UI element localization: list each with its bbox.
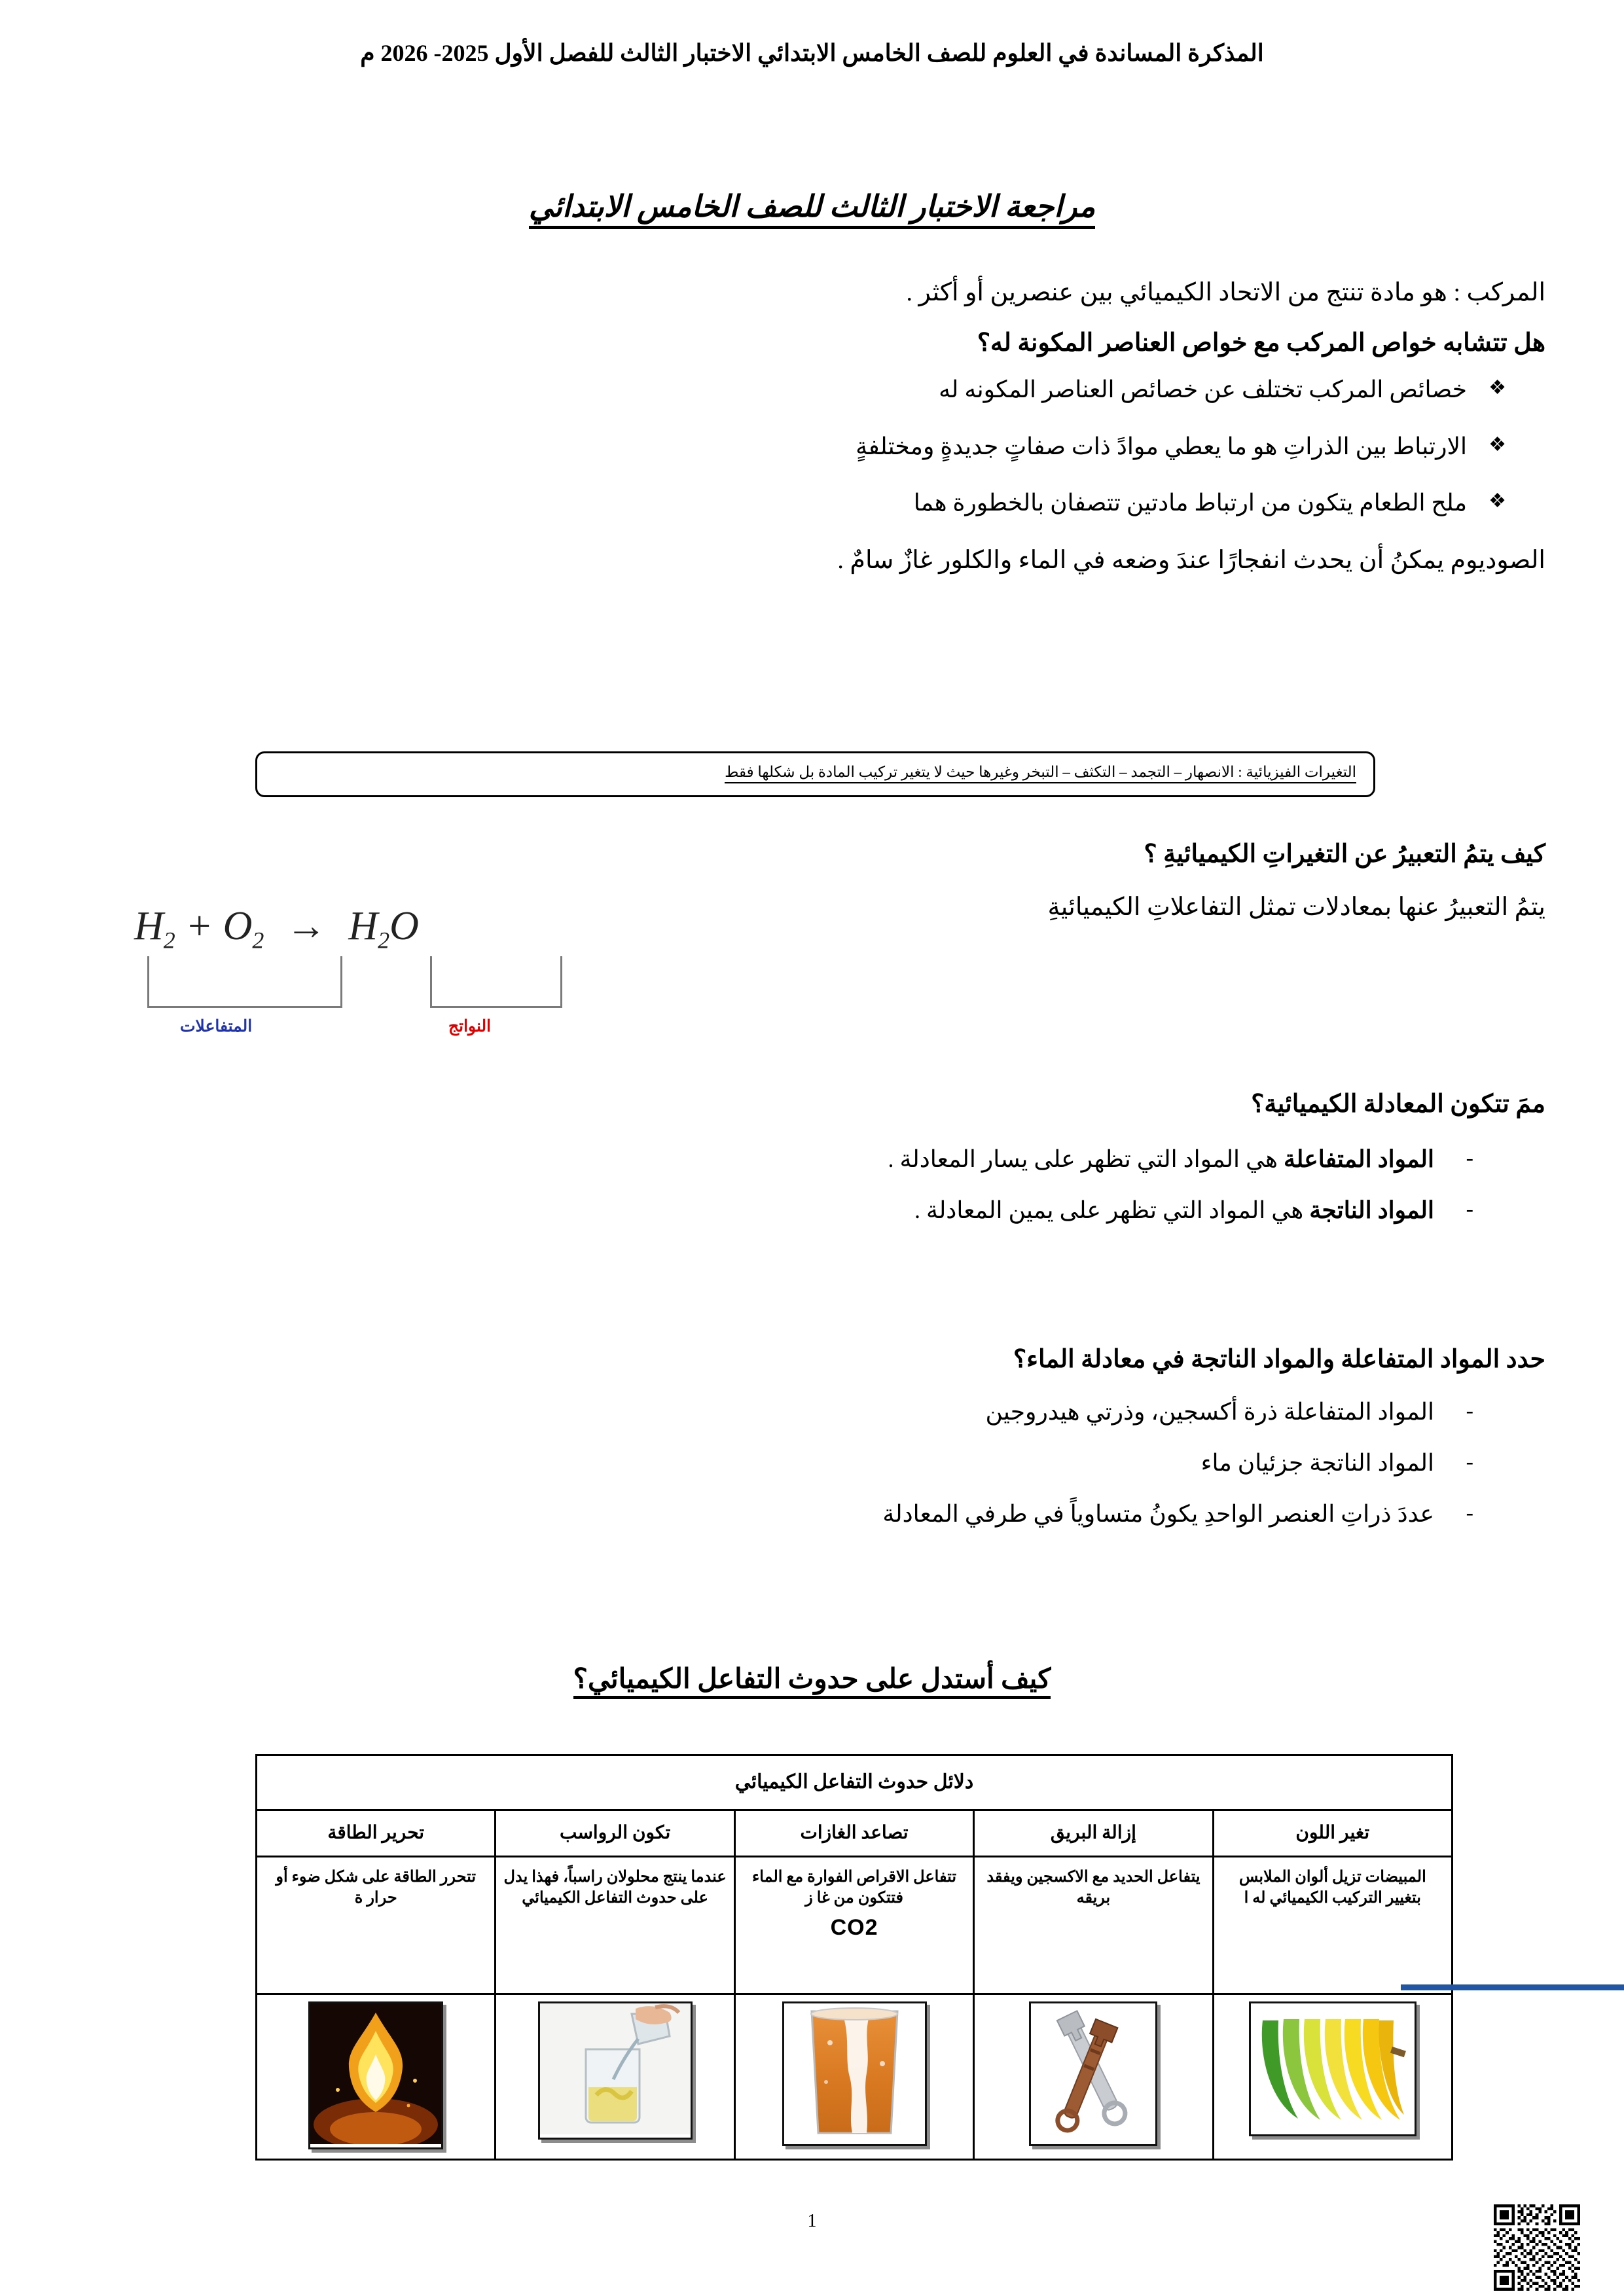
compound-definition: المركب : هو مادة تنتج من الاتحاد الكيميائي بين عنصرين أو أكثر . xyxy=(906,279,1545,306)
table-caption-row xyxy=(257,1755,1453,1810)
list-item-label: الارتباط بين الذراتِ هو ما يعطي موادً ذات صفاتٍ جديدةٍ ومختلفةٍ xyxy=(856,433,1467,459)
table-cell-gas-release-text xyxy=(734,1857,973,1994)
page-number: 1 xyxy=(807,2211,817,2231)
diamond-bullet-icon: ❖ xyxy=(1489,377,1506,399)
equation-plus-sign: + xyxy=(185,904,213,948)
expression-answer: يتمُ التعبيرُ عنها بمعادلات تمثل التفاعلاتِ الكيميائيةِ xyxy=(1047,893,1545,922)
physical-changes-note-text: التغيرات الفيزيائية : الانصهار – التجمد – التكثف – التبخر وغيرها حيث لا يتغير تركيب المادة بل شكلها فقط xyxy=(725,762,1356,783)
table-cell-precipitate-image xyxy=(496,1994,734,2160)
table-description-row xyxy=(257,1857,1453,1994)
wrenches-rust-photo xyxy=(1029,2001,1157,2146)
list-item-label: خصائص المركب تختلف عن خصائص العناصر المكونه له xyxy=(939,376,1467,403)
blue-divider-rule xyxy=(1401,1984,1624,1990)
table-cell-energy-release-text: تتحرر الطاقة على شكل ضوء أو حرار ة xyxy=(257,1857,496,1994)
equation-brackets xyxy=(108,956,605,1016)
qr-code-icon xyxy=(1494,2204,1580,2291)
column-header-color-change: تغير اللون xyxy=(1213,1810,1452,1857)
answer-list-q3 xyxy=(79,1142,1545,1227)
page-title-text: مراجعة الاختبار الثالث للصف الخامس الابتدائي xyxy=(529,190,1095,229)
list-item-emphasis: المواد الناتجة xyxy=(1309,1197,1434,1224)
chemical-equation-figure xyxy=(108,903,605,1093)
products-label: النواتج xyxy=(448,1018,492,1036)
list-item xyxy=(79,486,1545,519)
table-cell-color-change-text: المبيضات تزيل ألوان الملابس بتغيير التركيب الكيميائي له ا xyxy=(1213,1857,1452,1994)
equation-reactant-2-subscript: 2 xyxy=(252,927,264,954)
list-item-label: المواد المتفاعلة ذرة أكسجين، وذرتي هيدروجين xyxy=(985,1399,1434,1426)
equation-product-subscript: 2 xyxy=(378,927,390,954)
dash-bullet-icon: - xyxy=(1466,1146,1473,1171)
table-cell-energy-release-image xyxy=(257,1994,496,2160)
column-header-gas-release: تصاعد الغازات xyxy=(734,1810,973,1857)
list-item xyxy=(79,430,1545,463)
dash-bullet-icon: - xyxy=(1466,1450,1473,1475)
physical-changes-note-box xyxy=(255,751,1375,797)
equation-arrow-icon: → xyxy=(285,904,327,948)
list-item xyxy=(79,373,1545,406)
diamond-bullet-icon: ❖ xyxy=(1489,490,1506,512)
equation-reactant-1-subscript: 2 xyxy=(163,927,175,954)
dash-bullet-icon: - xyxy=(1466,1501,1473,1526)
answer-list-q1 xyxy=(79,373,1545,519)
question-3: ممَ تتكون المعادلة الكيميائية؟ xyxy=(1251,1090,1545,1118)
fizzing-glass-photo xyxy=(782,2001,927,2146)
list-item-label: هي المواد التي تظهر على يسار المعادلة . xyxy=(888,1146,1284,1173)
table-image-row xyxy=(257,1994,1453,2160)
page-title xyxy=(0,188,1624,224)
table-cell-gas-release-label: تتفاعل الاقراص الفوارة مع الماء فتتكون من غا ز xyxy=(751,1869,957,1907)
list-item xyxy=(79,1193,1545,1227)
table-header-row xyxy=(257,1810,1453,1857)
table-cell-gas-release-image xyxy=(734,1994,973,2160)
question-1: هل تتشابه خواص المركب مع خواص العناصر المكونة له؟ xyxy=(977,329,1545,357)
document-body xyxy=(79,275,1545,585)
equation-labels xyxy=(108,1016,605,1047)
bananas-ripening-photo xyxy=(1249,2001,1416,2136)
evidence-table xyxy=(255,1754,1453,2161)
question-5-block xyxy=(0,1662,1624,1695)
table-cell-luster-loss-image xyxy=(974,1994,1213,2160)
products-bracket-icon xyxy=(430,956,562,1008)
question-2: كيف يتمُ التعبيرُ عن التغيراتِ الكيميائيةِ ؟ xyxy=(1144,840,1545,868)
equation-product: H xyxy=(348,904,378,948)
list-item-label: هي المواد التي تظهر على يمين المعادلة . xyxy=(914,1197,1310,1224)
equation-product-tail: O xyxy=(389,904,419,948)
document-header: المذكرة المساندة في العلوم للصف الخامس الابتدائي الاختبار الثالث للفصل الأول 2025- 2026 م xyxy=(360,40,1264,66)
list-item xyxy=(79,1395,1545,1429)
flame-fire-photo xyxy=(308,2001,443,2149)
column-header-energy-release: تحرير الطاقة xyxy=(257,1810,496,1857)
table-cell-luster-loss-text: يتفاعل الحديد مع الاكسجين ويفقد بريقه xyxy=(974,1857,1213,1994)
list-item xyxy=(79,1497,1545,1531)
answer-list-q4 xyxy=(79,1395,1545,1532)
question-4-block xyxy=(79,1342,1545,1549)
question-4: حدد المواد المتفاعلة والمواد الناتجة في معادلة الماء؟ xyxy=(1013,1346,1545,1373)
reactants-label: المتفاعلات xyxy=(180,1018,253,1036)
column-header-luster-loss: إزالة البريق xyxy=(974,1810,1213,1857)
sodium-chlorine-note: الصوديوم يمكنُ أن يحدث انفجارًا عندَ وضعه في الماء والكلور غازٌ سامٌ . xyxy=(837,547,1545,575)
dash-bullet-icon: - xyxy=(1466,1197,1473,1222)
list-item-label: ملح الطعام يتكون من ارتباط مادتين تتصفان بالخطورة هما xyxy=(913,489,1467,516)
diamond-bullet-icon: ❖ xyxy=(1489,433,1506,456)
beaker-precipitate-photo xyxy=(538,2001,693,2140)
question-5: كيف أستدل على حدوث التفاعل الكيميائي؟ xyxy=(573,1664,1051,1699)
column-header-precipitate: تكون الرواسب xyxy=(496,1810,734,1857)
question-3-block xyxy=(79,1086,1545,1244)
table-caption: دلائل حدوث التفاعل الكيميائي xyxy=(257,1755,1453,1810)
list-item xyxy=(79,1446,1545,1480)
equation-expression xyxy=(134,903,605,954)
list-item-label: عددَ ذراتِ العنصر الواحدِ يكونُ متساوياً في طرفي المعادلة xyxy=(882,1501,1434,1528)
carbon-dioxide-formula: CO2 xyxy=(830,1914,878,1940)
table-cell-precipitate-text: عندما ينتج محلولان راسباً، فهذا يدل على حدوث التفاعل الكيميائي xyxy=(496,1857,734,1994)
list-item xyxy=(79,1142,1545,1176)
dash-bullet-icon: - xyxy=(1466,1399,1473,1424)
equation-reactant-1: H xyxy=(134,904,164,948)
reactants-bracket-icon xyxy=(147,956,342,1008)
list-item-emphasis: المواد المتفاعلة xyxy=(1284,1146,1434,1173)
equation-reactant-2: O xyxy=(223,904,253,948)
list-item-label: المواد الناتجة جزئيان ماء xyxy=(1200,1450,1434,1477)
table-cell-color-change-image xyxy=(1213,1994,1452,2160)
